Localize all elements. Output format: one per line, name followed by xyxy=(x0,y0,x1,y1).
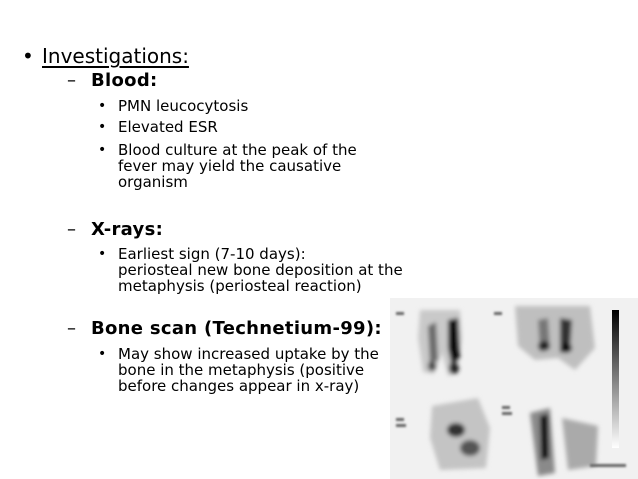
section-label: X-rays: xyxy=(91,219,164,240)
bone-scan-image xyxy=(390,298,638,479)
item-text: PMN leucocytosis xyxy=(118,97,249,115)
bullet-dot: • xyxy=(98,346,107,362)
item-text: Elevated ESR xyxy=(118,118,218,136)
heading-label: Investigations: xyxy=(42,44,189,68)
item-text: May show increased uptake by the bone in the metaphysis (positive before changes appear in x-ray) xyxy=(118,345,379,395)
heading-bullet: • xyxy=(22,44,34,68)
bullet-dot: • xyxy=(98,246,107,262)
item-text: Earliest sign (7-10 days): periosteal new bone deposition at the metaphysis (periosteal reaction) xyxy=(118,245,403,295)
section-label: Bone scan (Technetium-99): xyxy=(91,318,382,339)
bullet-dot: • xyxy=(98,98,107,114)
scan-grayscale-bar xyxy=(612,310,619,448)
section-dash: – xyxy=(67,318,76,339)
bullet-dot: • xyxy=(98,142,107,158)
scan-panel-bottom-left xyxy=(430,398,490,470)
item-text: Blood culture at the peak of the fever may yield the causative organism xyxy=(118,141,357,191)
section-dash: – xyxy=(67,70,76,91)
bullet-dot: • xyxy=(98,119,107,135)
bone-scan-figure xyxy=(390,298,638,479)
section-label: Blood: xyxy=(91,70,158,91)
section-dash: – xyxy=(67,219,76,240)
